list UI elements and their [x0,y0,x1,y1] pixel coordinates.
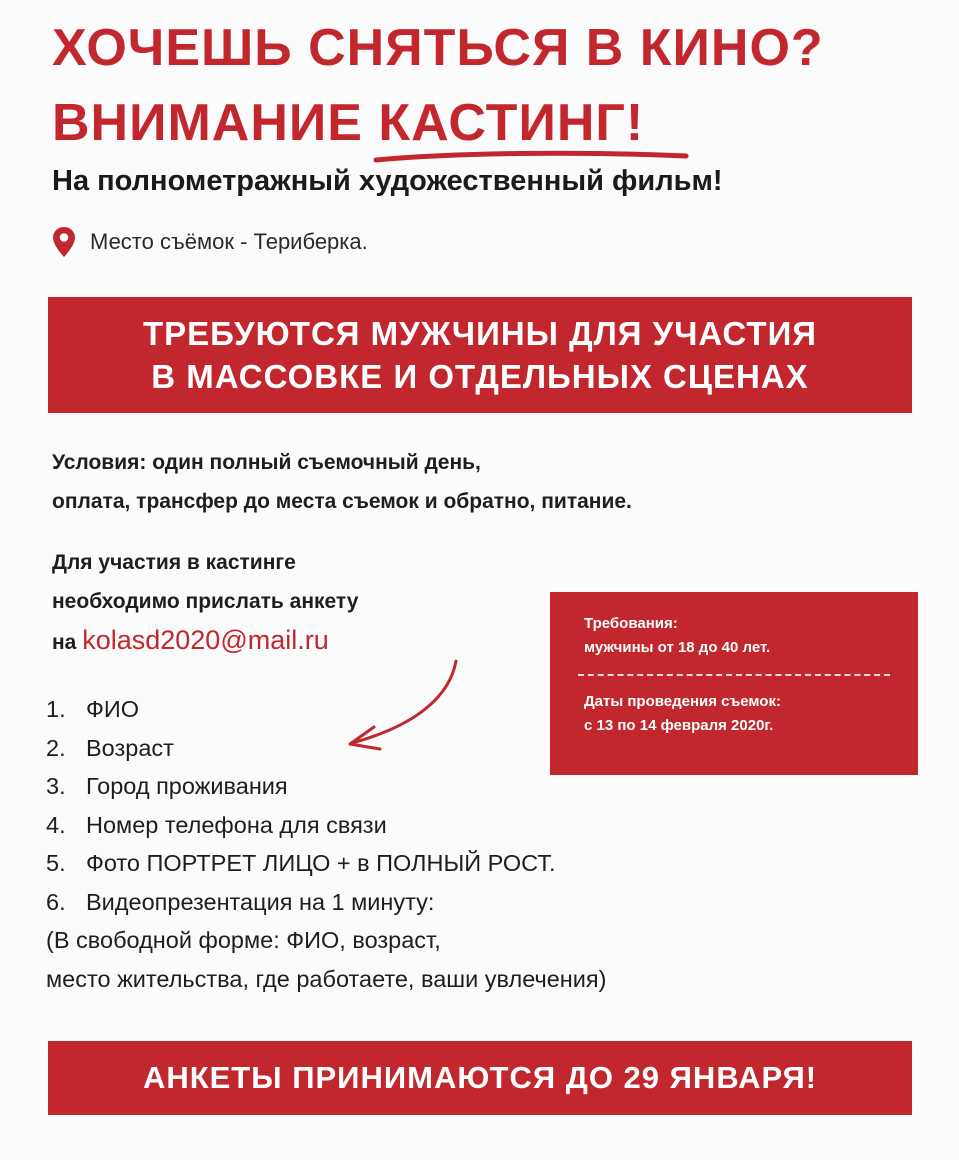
headline-line-2 [52,93,932,153]
list-item [46,844,606,883]
headline-emphasis [378,93,644,153]
list-item-number: 1. [46,696,66,722]
headline-prefix: ВНИМАНИЕ [52,94,379,152]
casting-line-3 [52,621,358,662]
list-item-number: 4. [46,811,66,838]
conditions-line-1: Условия: один полный съемочный день, [52,451,481,474]
list-item-text: Фото ПОРТРЕТ ЛИЦО + в ПОЛНЫЙ РОСТ. [86,850,556,876]
banner-men-wanted [48,297,912,413]
location-text: Место съёмок - Териберка. [90,229,368,254]
dates-title: Даты проведения съемок: [584,693,781,710]
casting-line-1: Для участия в кастинге [52,551,296,574]
subtitle: На полнометражный художественный фильм! [52,165,723,197]
list-item-text: ФИО [86,696,140,722]
list-item [46,729,606,768]
location-line [52,226,368,258]
list-item-text: Возраст [86,734,174,761]
list-item-number: 5. [46,850,66,876]
list-item [46,690,606,729]
list-item [46,767,606,806]
email-link[interactable]: kolasd2020@mail.ru [82,625,329,655]
casting-line-2: необходимо прислать анкету [52,590,359,613]
conditions-line-2: оплата, трансфер до места съемок и обратно, питание. [52,490,632,513]
list-item-text: Номер телефона для связи [86,811,387,838]
list-item-number: 6. [46,888,66,915]
requirements-text: мужчины от 18 до 40 лет. [584,639,771,656]
headline-line-1: ХОЧЕШЬ СНЯТЬСЯ В КИНО? [52,19,824,77]
list-item-text: Город проживания [86,773,288,799]
list-item-text: Видеопрезентация на 1 минуту: [86,888,435,915]
conditions-block [52,443,632,521]
list-item-number: 3. [46,773,66,799]
dashed-divider [578,674,890,676]
list-item-number: 2. [46,734,66,761]
banner-top-line-1: ТРЕБУЮТСЯ МУЖЧИНЫ ДЛЯ УЧАСТИЯ [142,315,818,352]
application-list [46,690,606,998]
underline-stroke-icon [372,147,692,167]
list-item [46,806,606,845]
requirements-title: Требования: [584,615,678,632]
headline-emphasis-text: КАСТИНГ! [378,94,645,152]
location-pin-icon [52,226,76,258]
casting-prefix: на [52,631,83,654]
list-note-line-1: (В свободной форме: ФИО, возраст, [46,927,441,953]
list-item [46,883,606,922]
banner-top-line-2: В МАССОВКЕ И ОТДЕЛЬНЫХ СЦЕНАХ [151,358,809,395]
banner-deadline: АНКЕТЫ ПРИНИМАЮТСЯ ДО 29 ЯНВАРЯ! [48,1041,912,1115]
casting-instructions [52,543,358,662]
dates-text: с 13 по 14 февраля 2020г. [584,717,774,734]
list-note-line-2: место жительства, где работаете, ваши увлечения) [46,965,607,992]
